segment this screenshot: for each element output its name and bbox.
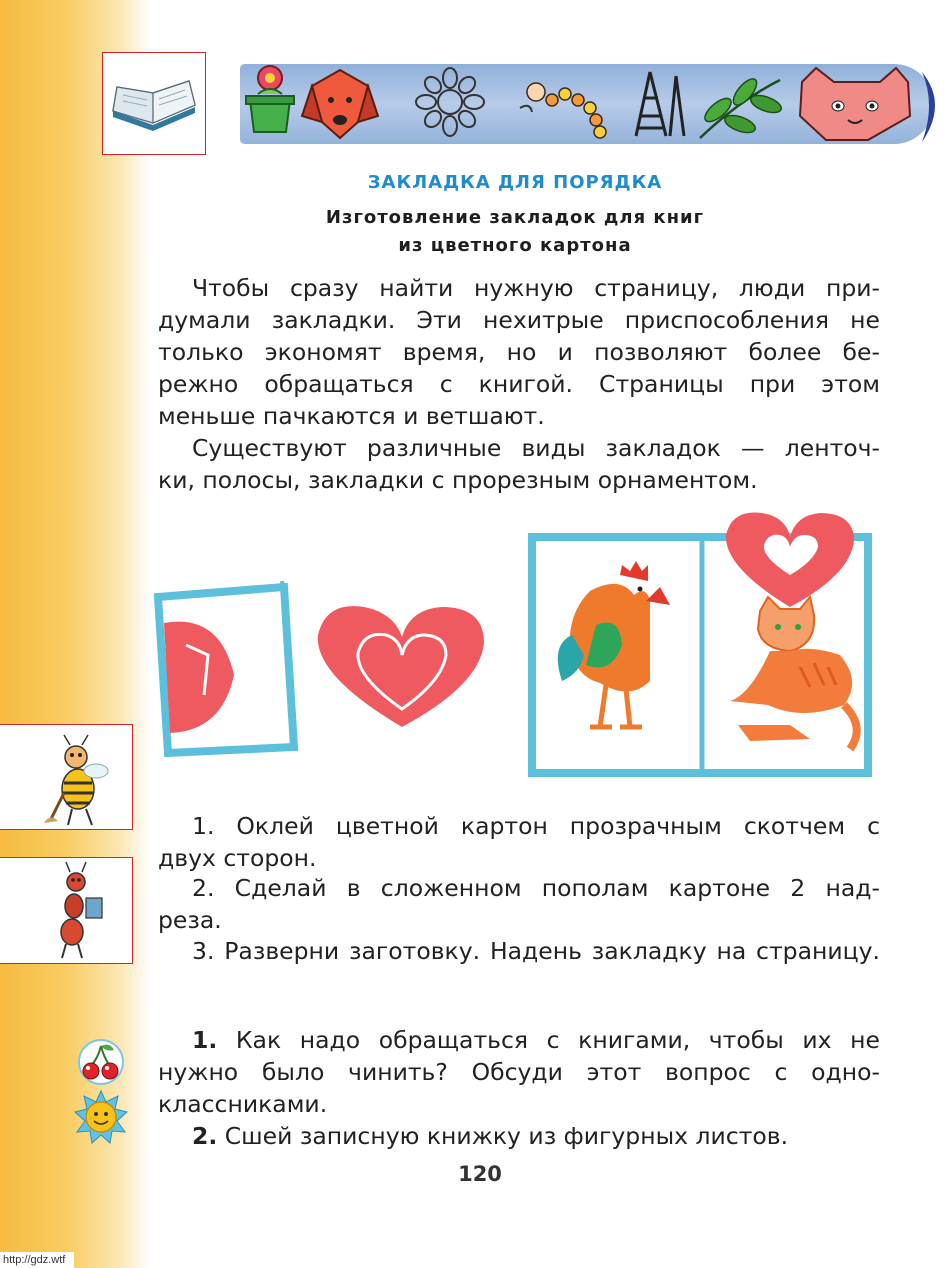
text-line: Чтобы сразу найти нужную страницу, люди при- [192,274,880,302]
subtitle-line: из цветного картона [398,235,632,256]
intro-paragraph-1 [158,272,880,432]
flower-pot-icon [246,66,294,132]
task-number: 1. [192,1026,218,1054]
open-book-with-bookmark [532,512,868,773]
task-text: Сшей записную книжку из фигурных листов. [224,1122,789,1150]
text-line: Существуют различные виды закладок — ленточ- [192,434,880,462]
task-text: Как надо обращаться с книгами, чтобы их не [235,1026,880,1054]
banner-icons [240,60,940,150]
text-line: двух сторон. [158,844,317,872]
intro-paragraph-2 [158,432,880,496]
flower-outline-icon [416,68,484,136]
book-icon-frame [102,52,206,155]
step-number: 1. [192,812,215,840]
sun-icon [74,1090,128,1144]
dog-face-icon [302,70,378,138]
folded-card-bookmark [158,581,296,753]
instruction-step-2 [158,872,880,936]
task-number: 2. [192,1122,218,1150]
ant-character-icon [0,858,133,965]
instruction-step-1 [158,810,880,874]
step-text: Разверни заготовку. Надень закладку на страницу. [224,937,880,965]
text-line: меньше пачкаются и ветшают. [158,402,545,430]
cat-face-icon [800,68,910,140]
left-margin-band [0,0,150,1268]
heart-bookmark [318,606,484,727]
text-line: думали закладки. Эти нехитрые приспособления не [158,306,880,334]
caterpillar-icon [520,83,606,138]
step-text: Сделай в сложенном пополам картоне 2 над- [234,874,880,902]
text-line [158,872,880,904]
text-line: нужно было чинить? Обсуди этот вопрос с одно- [158,1058,880,1086]
text-line: только экономят время, но и позволяют более бе- [158,338,880,366]
tower-icon [636,72,684,136]
moon-icon [922,72,935,142]
text-line [158,810,880,842]
text-line [158,935,880,967]
text-line: классниками. [158,1090,328,1118]
task-2 [158,1120,880,1152]
subtitle-line: Изготовление закладок для книг [325,207,705,228]
instruction-step-3 [158,935,880,967]
page-number: 120 [458,1162,502,1186]
ant-character-frame [0,857,133,964]
lesson-title: ЗАКЛАДКА ДЛЯ ПОРЯДКА [367,172,663,193]
text-line [158,1024,880,1056]
leaf-branch-icon [700,75,783,138]
step-number: 2. [192,874,215,902]
text-line: режно обращаться с книгой. Страницы при этом [158,370,880,398]
bee-character-frame [0,724,133,830]
step-text: Оклей цветной картон прозрачным скотчем с [236,812,880,840]
task-1 [158,1024,880,1120]
lesson-subtitle [270,204,760,260]
text-line [158,1120,880,1152]
step-number: 3. [192,937,215,965]
text-line: ки, полосы, закладки с прорезным орнаментом. [158,466,758,494]
bee-character-icon [0,725,133,831]
text-line: реза. [158,906,222,934]
bookmark-illustration [150,505,940,785]
open-book-icon [103,53,203,153]
watermark-link[interactable]: http://gdz.wtf [0,1252,74,1268]
cherry-icon [76,1038,126,1086]
